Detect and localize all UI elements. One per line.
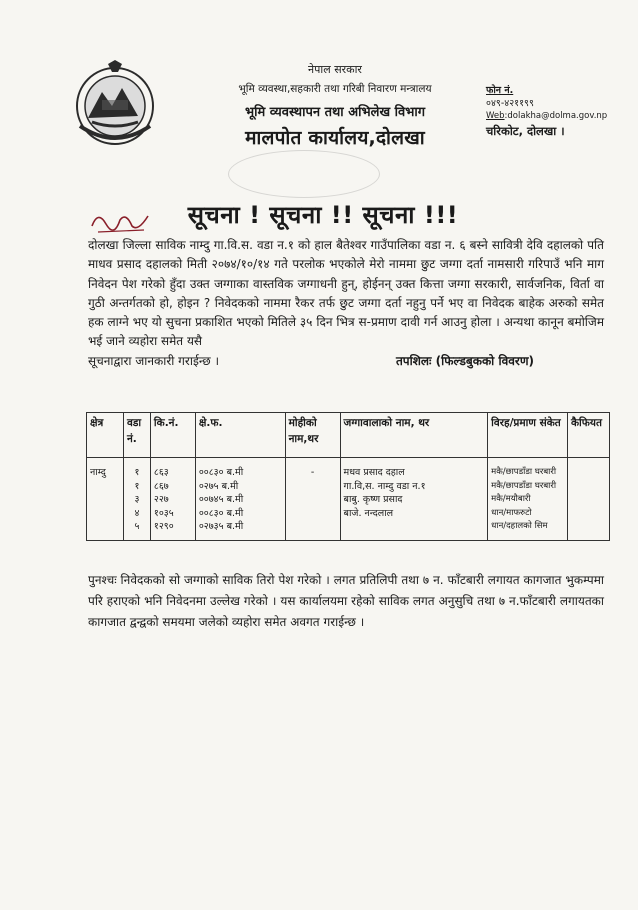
office-name: मालपोत कार्यालय,दोलखा (245, 127, 425, 149)
cell-line: २२७ (153, 494, 169, 505)
cell-line: ००७४५ ब.मी (198, 494, 244, 505)
cell-line: मकै/मयौबारी (491, 494, 531, 504)
notice-closing: सूचनाद्वारा जानकारी गराईन्छ । (88, 353, 220, 368)
notice-paragraph: दोलखा जिल्ला साविक नाम्दु गा.वि.स. वडा न.१ को हाल बैतेश्वर गाउँपालिका वडा न. ६ बस्ने सावित्री देवि दहालको पति माधव प्रसाद दहालको मिती २०७४/१०/१४ गते परलोक भएकोले मेरो नाममा छुट जग्गा दर्ता नामसारी गरिपाउँ भनि माग निवेदन पेश गरेको हुँदा उक्त जग्गाका वास्तविक जग्गाधनी हुन्, होईनन् उक्त कित्ता जग्गा सरकारी, सार्वजनिक, विर्ता वा गुठी अन्तर्गतको हो, होइन ? निवेदकको नाममा रैकर तर्फ छुट जग्गा दर्ता नहुनु पर्ने भए वा निवेदक बाहेक अरुको समेत हक लाग्ने भए यो सुचना प्रकाशित भएको मितिले ३५ दिन भित्र स-प्रमाण दावी गर्न आउनु होला । अन्यथा कानून बमोजिम भई जाने व्यहोरा समेत यसै (88, 238, 604, 349)
cell-line: बाबु. कृष्ण प्रसाद (343, 494, 403, 505)
phone-number: ०४९-४२११९९ (486, 98, 534, 109)
cell-owner (340, 458, 488, 541)
office-location: चरिकोट, दोलखा । (486, 124, 565, 138)
cell-birah (488, 458, 568, 541)
cell-line: १२९० (153, 521, 174, 532)
cell-line: ०२७५ ब.मी (198, 480, 239, 492)
cell-wada (123, 458, 150, 541)
nepal-government-emblem-icon (72, 60, 158, 146)
table-row (87, 458, 610, 541)
phone-label: फोन नं. (486, 85, 514, 96)
column-header-birah: विरह/प्रमाण संकेत (488, 413, 568, 458)
column-header-area: क्षे.फ. (195, 413, 285, 458)
column-header-owner: जग्गावालाको नाम, थर (340, 413, 488, 458)
cell-area (195, 458, 285, 541)
cell-line: मकै/छापडाँडा घरबारी (491, 480, 557, 491)
details-heading: तपशिलः (फिल्डबुकको विवरण) (395, 353, 534, 368)
cell-line: धान/माफरुटो (491, 507, 532, 518)
contact-block (486, 84, 636, 138)
cell-line: १ (134, 480, 140, 492)
cell-line: धान/दहालको सिम (491, 521, 548, 531)
cell-line: ३ (134, 494, 140, 505)
cell-mohi: - (285, 458, 340, 541)
cell-line: ००८३० ब.मी (198, 507, 244, 519)
department-name: भूमि व्यवस्थापन तथा अभिलेख विभाग (244, 105, 426, 120)
cell-kitta (150, 458, 195, 541)
cell-line: मधव प्रसाद दहाल (343, 467, 405, 478)
signature-scribble-icon (88, 206, 158, 236)
cell-kshetra: नाम्दु (87, 458, 124, 541)
column-header-mohi: मोहीको नाम,थर (285, 413, 340, 458)
column-header-kitta: कि.नं. (150, 413, 195, 458)
web-address: :dolakha@dolma.gov.np (504, 111, 608, 121)
web-line (486, 110, 636, 123)
column-header-kshetra: क्षेत्र (87, 413, 124, 458)
cell-line: ००८३० ब.मी (198, 467, 244, 478)
notice-body (88, 236, 604, 371)
land-details-table (86, 412, 610, 541)
government-name: नेपाल सरकार (308, 63, 362, 76)
column-header-wada: वडा नं. (123, 413, 150, 458)
faint-stamp-mark (228, 150, 380, 198)
cell-line: ५ (134, 521, 140, 532)
cell-line: १ (134, 467, 140, 478)
web-label: Web (486, 111, 505, 121)
office-header (190, 62, 480, 150)
cell-remarks (567, 458, 609, 541)
cell-line: बाजे. नन्दलाल (343, 507, 394, 519)
cell-line: ८६७ (153, 480, 169, 492)
cell-line: १०३५ (153, 507, 174, 519)
notice-title: सूचना ! सूचना !! सूचना !!! (187, 201, 459, 229)
cell-line: मकै/छापडाँडा घरबारी (491, 467, 557, 477)
cell-line: ८६३ (153, 467, 169, 478)
cell-line: गा.वि,स. नाम्दु वडा न.१ (343, 480, 426, 492)
ministry-name: भूमि व्यवस्था,सहकारी तथा गरिबी निवारण मन्त्रालय (238, 83, 432, 95)
notice-last-line (88, 352, 604, 371)
column-header-remarks: कैफियत (567, 413, 609, 458)
postscript-paragraph: पुनश्चः निवेदकको सो जग्गाको साविक तिरो पेश गरेको । लगत प्रतिलिपी तथा ७ न. फाँटबारी लगायत कागजात भुकम्पमा परि हराएको भनि निवेदनमा उल्लेख गरेको । यस कार्यालयमा रहेको साविक लगत अनुसुचि तथा ७ न.फाँटबारी लगायतका कागजात द्वन्द्वको समयमा जलेको व्यहोरा समेत अवगत गराईन्छ । (88, 573, 604, 629)
cell-line: ४ (134, 507, 140, 519)
table-header-row (87, 413, 610, 458)
cell-line: ०२७३५ ब.मी (198, 521, 244, 532)
